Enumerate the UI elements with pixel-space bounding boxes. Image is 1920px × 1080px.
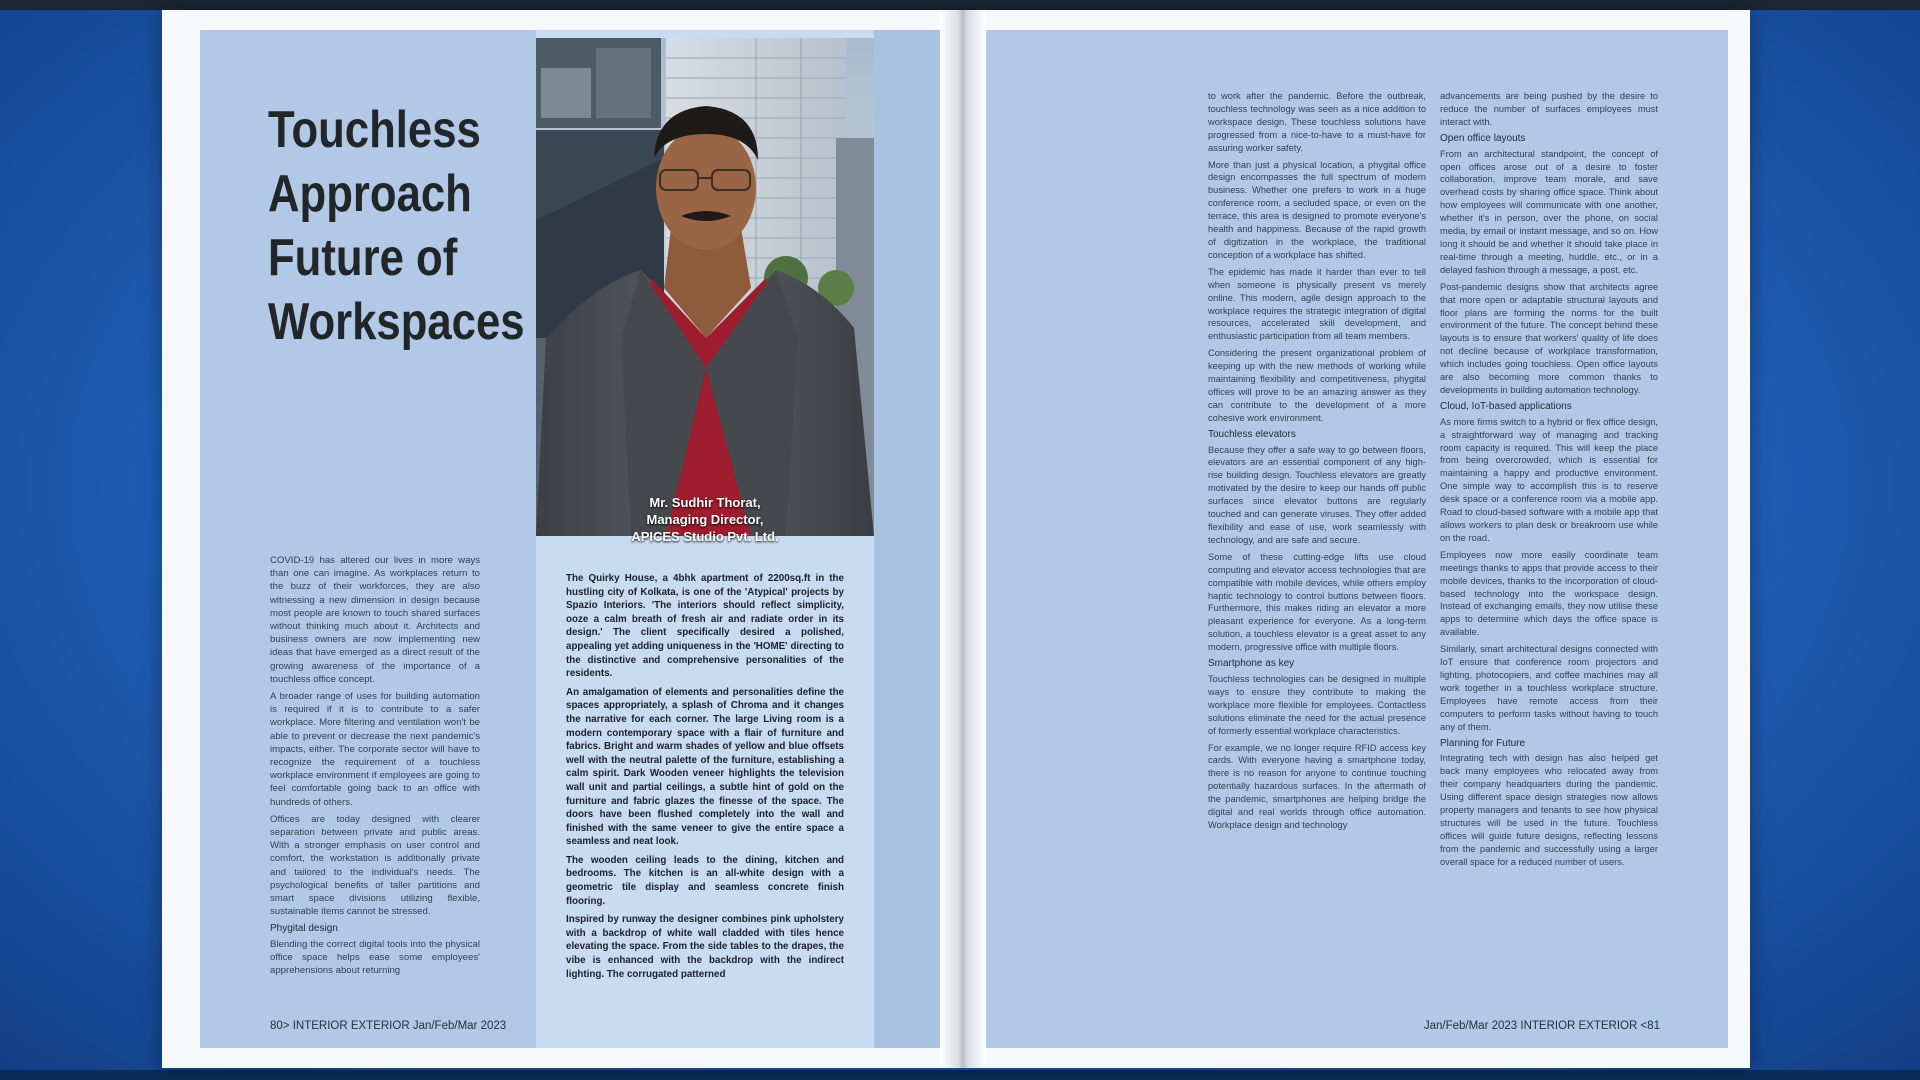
photo-caption: [536, 494, 874, 545]
middle-body-column: [566, 572, 844, 986]
section-heading: Open office layouts: [1440, 132, 1526, 144]
paragraph: Touchless technologies can be designed in multiple ways to ensure they contribute to making the workplace more flexible for employees. Contactless solutions eliminate the need for the actual presence of formerly essential workplace characteristics.: [1208, 673, 1426, 736]
paragraph: Because they offer a safe way to go between floors, elevators are an essential component of any high-rise building design. Touchless elevators are greatly motivated by the desire to keep our hands off public surfaces since elevator buttons are regularly touched and can generate viruses. They offer added flexibility and ease of use, work seamlessly with technology, and are safe and secure.: [1208, 444, 1426, 545]
paragraph: Post-pandemic designs show that architects agree that more open or adaptable structural layouts and floor plans are forming the norms for the built environment of the future. The concept behind these layouts is to ensure that workers' quality of life does not decline because of workplace transformation, which includes going touchless. Open office layouts are also becoming more common thanks to developments in building automation technology.: [1440, 281, 1658, 395]
paragraph: Some of these cutting-edge lifts use cloud computing and elevator access technologies that are compatible with mobile devices, while others employ haptic technology to control buttons between floors. Furthermore, this makes riding an elevator a more pleasant experience for everyone. As a long-term solution, a touchless elevator is a great asset to any modern, progressive office with multiple floors.: [1208, 551, 1426, 653]
paragraph: As more firms switch to a hybrid or flex office design, a straightforward way of managing and tracking room capacity is required. This will keep the place from being overcrowded, which is essential for maintaining a happy and productive environment. One simple way to accomplish this is to reserve desk space or a conference room via a mobile app. Road to cloud-based software with a mobile app that allows workers to plan desk or breakroom use while on the road.: [1440, 416, 1658, 543]
left-page: [200, 30, 940, 1048]
article-headline: Touchless Approach Future of Workspaces: [268, 101, 525, 351]
portrait-photo: [536, 38, 874, 536]
right-page: [986, 30, 1728, 1048]
paragraph: For example, we no longer require RFID access key cards. With everyone having a smartphone today, there is no reason for anyone to continue touching potentially hazardous surfaces. In the aftermath of the pandemic, smartphones are helping bridge the digital and real worlds through office automation. Workplace design and technology: [1208, 742, 1426, 830]
right-body-column-2: [1440, 90, 1658, 873]
paragraph: More than just a physical location, a phygital office design encompasses the full spectrum of modern business. Whether one prefers to work in a huge conference room, a secluded space, or even on the terrace, this area is designed to promote everyone's health and happiness. Because of the rapid growth of digitization in the workplace, the traditional conception of a workplace has shifted.: [1208, 159, 1426, 260]
section-heading: Smartphone as key: [1208, 658, 1295, 670]
paragraph: advancements are being pushed by the desire to reduce the number of surfaces employees must interact with.: [1440, 91, 1658, 127]
paragraph: A broader range of uses for building automation is required if it is to contribute to a safer workplace. More filtering and ventilation won't be able to prevent or decrease the next pandemic's impacts, either. The corporate sector will have to recognize the requirement of a touchless workplace environment if employees are going to feel comfortable going back to an office with hundreds of others.: [270, 691, 480, 808]
paragraph: Employees now more easily coordinate team meetings thanks to apps that provide access to their mobile devices, thanks to the incorporation of cloud-based technology into the workspace design. Instead of exchanging emails, they now utilise these apps to determine which days the office space is available.: [1440, 549, 1658, 638]
paragraph: From an architectural standpoint, the concept of open offices arose out of a desire to foster collaboration, improve team morale, and save overhead costs by sharing office space. Think about how employees will communicate with one another, whether it's in person, over the phone, on social media, by email or instant message, and so on. How long it should be and whether it should take place in real-time through a meeting, huddle, etc., or in a delayed fashion through a message, a post, etc.: [1440, 148, 1658, 275]
left-page-footer: 80> INTERIOR EXTERIOR Jan/Feb/Mar 2023: [270, 1020, 507, 1032]
paragraph: The epidemic has made it harder than ever to tell when someone is physically present vs merely online. This modern, agile design approach to the workplace requires the strategic integration of digital resources, accelerated skill development, and enthusiastic participation from all team members.: [1208, 266, 1426, 342]
section-heading: Cloud, IoT-based applications: [1440, 400, 1572, 412]
section-heading: Phygital design: [270, 923, 338, 935]
paragraph: Considering the present organizational problem of keeping up with the new methods of working while maintaining flexibility and competitiveness, phygital offices will prove to be an amazing answer as they can contribute to the development of a more cohesive work environment.: [1208, 348, 1426, 423]
caption-role: Managing Director,: [646, 512, 764, 527]
paragraph: to work after the pandemic. Before the outbreak, touchless technology was seen as a nice addition to workspace design. These touchless solutions have progressed from a nice-to-have to a must-have for assuring worker safety.: [1208, 91, 1426, 153]
section-heading: Planning for Future: [1440, 737, 1526, 749]
portrait-illustration: [536, 38, 874, 536]
bottom-bar: [0, 1070, 1920, 1080]
paragraph: Inspired by runway the designer combines pink upholstery with a backdrop of white wall cladded with tiles hence elevating the space. From the side tables to the drapes, the vibe is enhanced with the backdrop with the indirect lighting. The corrugated patterned: [566, 914, 844, 980]
top-bar: [0, 0, 1920, 10]
paragraph: COVID-19 has altered our lives in more ways than one can imagine. As workplaces return to the buzz of their workforces, they are also witnessing a new dimension in design because most people are known to touch shared surfaces without thinking much about it. Architects and business owners are now implementing new ideas that have emerged as a direct result of the growing awareness of the importance of a touchless office concept.: [270, 555, 480, 685]
right-body-column-1: [1208, 90, 1426, 836]
left-body-column: [270, 554, 480, 981]
spine-gutter: [940, 10, 986, 1068]
caption-name: Mr. Sudhir Thorat,: [649, 495, 761, 510]
paragraph: Offices are today designed with clearer separation between private and public areas. With a stronger emphasis on user control and comfort, the workstation is additionally private and tailored to the individual's needs. The psychological benefits of taller partitions and smart space divisions utilizing flexible, sustainable items cannot be stressed.: [270, 813, 480, 918]
paragraph: Integrating tech with design has also helped get back many employees who relocated away from their company headquarters during the pandemic. Using different space design strategies now allows property managers and tenants to see how physical structures will be used in the future. Touchless offices will guide future designs, reflecting lessons from the pandemic and successfully using a larger overall space for a reduced number of users.: [1440, 753, 1658, 867]
paragraph: An amalgamation of elements and personalities define the spaces appropriately, a splash of Chroma and it changes the narrative for each corner. The large Living room is a modern contemporary space with a flair of furniture and fabrics. Bright and warm shades of yellow and blue offsets well with the neutral palette of the furniture, establishing a calm spirit. Dark Wooden veneer highlights the television wall unit and partial ceilings, a subtle hint of gold on the furniture and fabric glazes the finesse of the space. The doors have been flushed completely into the wall and finished with the same veneer to give the entire space a seamless and neat look.: [566, 686, 844, 848]
section-heading: Touchless elevators: [1208, 428, 1296, 440]
right-page-footer: Jan/Feb/Mar 2023 INTERIOR EXTERIOR <81: [1423, 1020, 1660, 1032]
caption-company: APICES Studio Pvt. Ltd.: [631, 529, 779, 544]
magazine-spread: [162, 10, 1750, 1068]
paragraph: Similarly, smart architectural designs connected with IoT ensure that conference room projectors and lighting, photocopiers, and coffee machines may all work together in a touchless workplace structure. Employees have remote access from their computers to perform tasks without having to touch any of them.: [1440, 644, 1658, 732]
right-margin-panel: [874, 30, 940, 1048]
paragraph: The wooden ceiling leads to the dining, kitchen and bedrooms. The kitchen is an all-white design with a geometric tile display and seamless concrete finish flooring.: [566, 854, 844, 907]
paragraph: Blending the correct digital tools into the physical office space helps ease some employees' apprehensions about returning: [270, 938, 480, 977]
paragraph: The Quirky House, a 4bhk apartment of 2200sq.ft in the hustling city of Kolkata, is one of the 'Atypical' projects by Spazio Interiors. 'The interiors should reflect simplicity, ooze a calm breath of fresh air and radiate order in its design.' The client specifically desired a polished, appealing yet adding uniqueness in the 'HOME' directing to the distinctive and comprehensive personalities of the residents.: [566, 573, 844, 680]
